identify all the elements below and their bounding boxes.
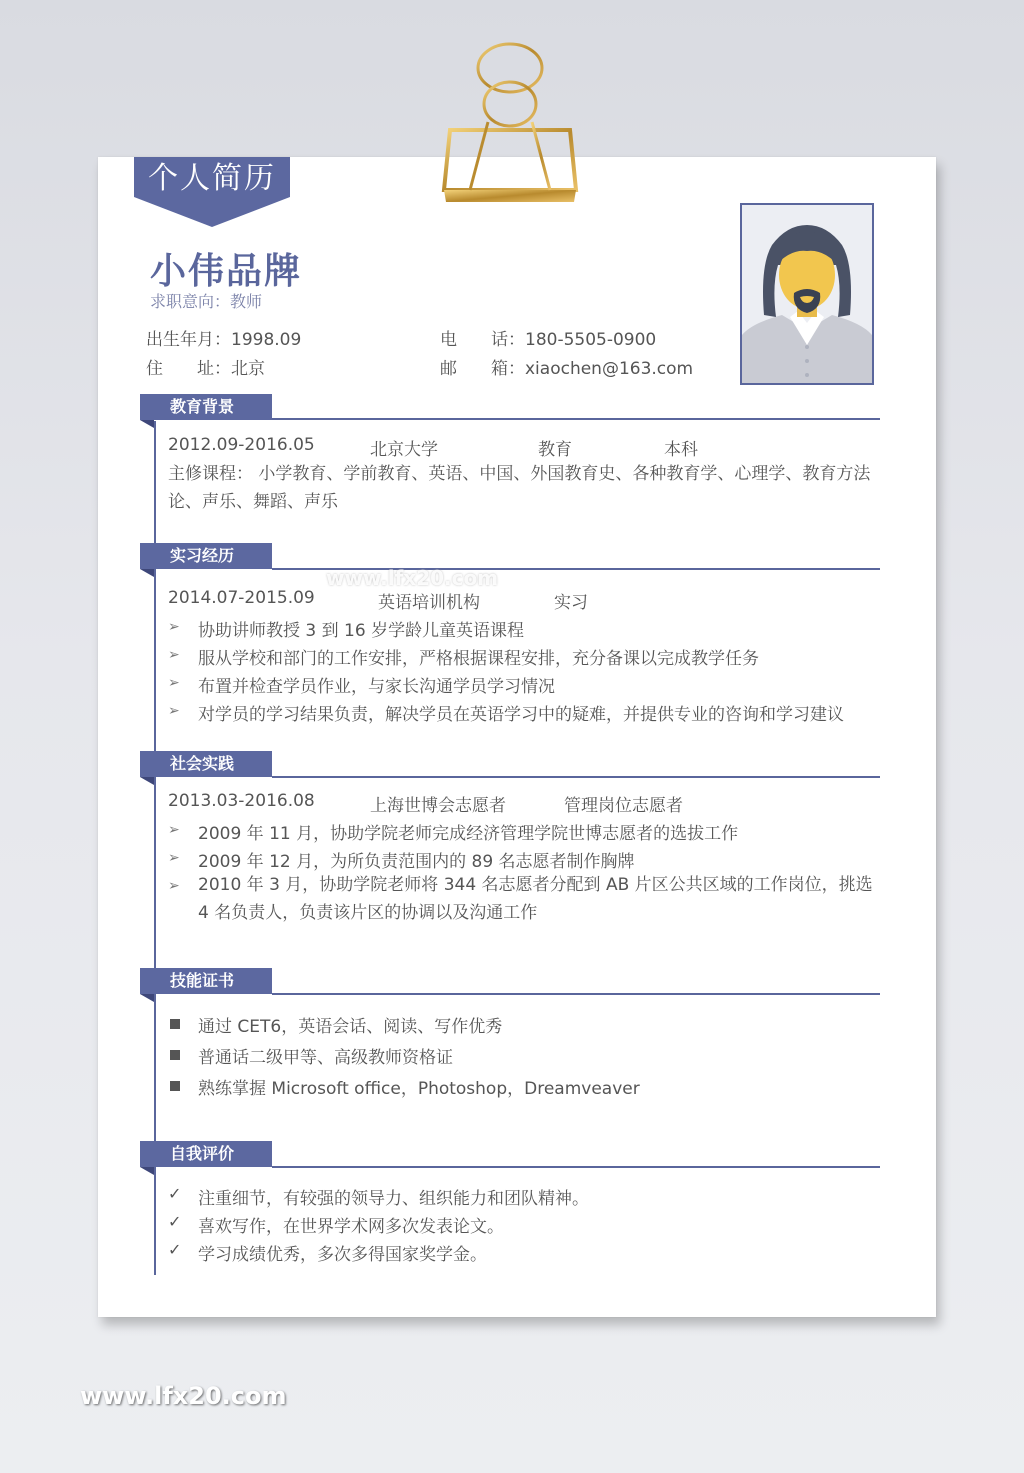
fold-corner (140, 1167, 154, 1175)
section-title: 教育背景 (170, 397, 235, 416)
list-item: 2009 年 11 月，协助学院老师完成经济管理学院世博志愿者的选拔工作 (198, 824, 739, 844)
intern-period: 2014.07-2015.09 (168, 588, 315, 608)
list-item: 注重细节，有较强的领导力、组织能力和团队精神。 (198, 1189, 589, 1209)
edu-courses: 主修课程： 小学教育、学前教育、英语、中国、外国教育史、各种教育学、心理学、教育方法论、声乐、舞蹈、声乐 (168, 464, 871, 512)
practice-org: 上海世博会志愿者 (370, 796, 506, 816)
list-item: 对学员的学习结果负责，解决学员在英语学习中的疑难，并提供专业的咨询和学习建议 (198, 705, 844, 725)
square-icon (170, 1050, 180, 1060)
section-education-header (140, 394, 272, 420)
fold-corner (140, 569, 154, 577)
section-title: 社会实践 (170, 754, 235, 773)
fold-corner (140, 994, 154, 1002)
practice-period: 2013.03-2016.08 (168, 791, 315, 811)
arrow-icon: ➢ (168, 703, 180, 719)
arrow-icon: ➢ (168, 619, 180, 635)
edu-school: 北京大学 (370, 440, 438, 460)
resume-paper (98, 157, 936, 1317)
phone-info: 电 话：180-5505-0900 (440, 330, 657, 350)
list-item: 喜欢写作，在世界学术网多次发表论文。 (198, 1217, 504, 1237)
square-icon (170, 1081, 180, 1091)
avatar-icon (742, 205, 872, 383)
banner-title: 个人简历 (148, 161, 276, 196)
list-item: 普通话二级甲等、高级教师资格证 (198, 1048, 453, 1068)
section-internship-header (140, 543, 272, 569)
intern-role: 实习 (554, 593, 588, 613)
check-icon: ✓ (168, 1184, 182, 1203)
section-rule (272, 776, 880, 778)
birth-info: 出生年月：1998.09 (146, 330, 302, 350)
watermark-bottom: www.lfx20.com (80, 1382, 287, 1410)
list-item: 服从学校和部门的工作安排，严格根据课程安排，充分备课以完成教学任务 (198, 649, 759, 669)
check-icon: ✓ (168, 1212, 182, 1231)
practice-role: 管理岗位志愿者 (564, 796, 683, 816)
section-title: 实习经历 (170, 546, 235, 565)
email-info: 邮 箱：xiaochen@163.com (440, 359, 694, 379)
list-item: 学习成绩优秀，多次多得国家奖学金。 (198, 1245, 487, 1265)
square-icon (170, 1019, 180, 1029)
section-practice-header (140, 751, 272, 777)
job-intent: 求职意向：教师 (150, 292, 263, 311)
edu-major: 教育 (538, 440, 572, 460)
list-item: 通过 CET6，英语会话、阅读、写作优秀 (198, 1017, 503, 1037)
section-title: 技能证书 (170, 971, 235, 990)
arrow-icon: ➢ (168, 675, 180, 691)
arrow-icon: ➢ (168, 850, 180, 866)
watermark-middle: www.lfx20.com (326, 566, 499, 590)
list-item: 布置并检查学员作业，与家长沟通学员学习情况 (198, 677, 555, 697)
section-rule (272, 418, 880, 420)
address-info: 住 址：北京 (146, 359, 265, 379)
check-icon: ✓ (168, 1240, 182, 1259)
binder-clip-icon (440, 40, 580, 210)
fold-corner (140, 777, 154, 785)
arrow-icon: ➢ (168, 822, 180, 838)
edu-period: 2012.09-2016.05 (168, 435, 315, 455)
section-title: 自我评价 (170, 1144, 235, 1163)
section-self-header (140, 1141, 272, 1167)
arrow-icon: ➢ (168, 878, 180, 894)
edu-degree: 本科 (664, 440, 698, 460)
list-item: 熟练掌握 Microsoft office，Photoshop，Dreamveaver (198, 1079, 640, 1099)
profile-photo (740, 203, 874, 385)
fold-corner (140, 420, 154, 428)
intern-org: 英语培训机构 (378, 593, 480, 613)
section-skills-header (140, 968, 272, 994)
section-rule (272, 1166, 880, 1168)
candidate-name: 小伟品牌 (150, 251, 303, 292)
list-item: 协助讲师教授 3 到 16 岁学龄儿童英语课程 (198, 621, 525, 641)
section-rule (272, 993, 880, 995)
list-item: 2010 年 3 月，协助学院老师将 344 名志愿者分配到 AB 片区公共区域的工作岗位，挑选 4 名负责人，负责该片区的协调以及沟通工作 (198, 875, 873, 923)
list-item: 2009 年 12 月，为所负责范围内的 89 名志愿者制作胸牌 (198, 852, 635, 872)
arrow-icon: ➢ (168, 647, 180, 663)
